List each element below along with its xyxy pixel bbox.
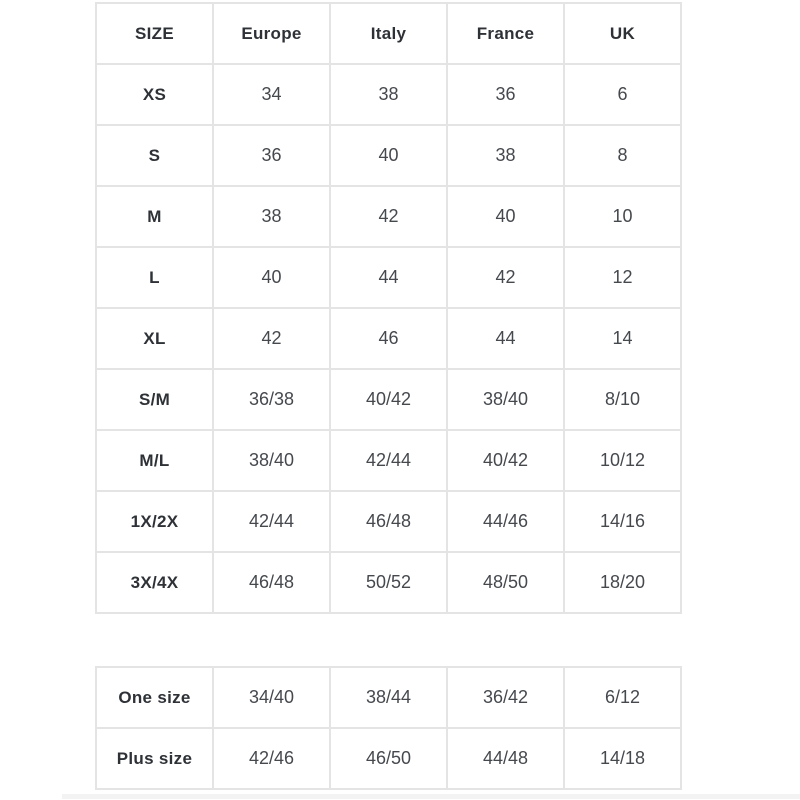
value-cell-uk: 18/20 [564, 552, 681, 613]
header-cell-italy: Italy [330, 3, 447, 64]
value-cell-italy: 38/44 [330, 667, 447, 728]
value-cell-uk: 14/16 [564, 491, 681, 552]
value-cell-france: 38/40 [447, 369, 564, 430]
size-conversion-table [95, 2, 682, 614]
table-row [96, 247, 681, 308]
value-cell-italy: 40/42 [330, 369, 447, 430]
size-label-cell: Plus size [96, 728, 213, 789]
size-label-cell: S [96, 125, 213, 186]
header-cell-france: France [447, 3, 564, 64]
size-label-cell: M [96, 186, 213, 247]
value-cell-europe: 40 [213, 247, 330, 308]
value-cell-france: 44/48 [447, 728, 564, 789]
table-row [96, 667, 681, 728]
value-cell-europe: 38/40 [213, 430, 330, 491]
value-cell-europe: 36 [213, 125, 330, 186]
value-cell-france: 42 [447, 247, 564, 308]
value-cell-italy: 44 [330, 247, 447, 308]
size-label-cell: 1X/2X [96, 491, 213, 552]
table-row [96, 369, 681, 430]
special-sizes-table [95, 666, 682, 790]
value-cell-europe: 46/48 [213, 552, 330, 613]
value-cell-europe: 34/40 [213, 667, 330, 728]
value-cell-uk: 6 [564, 64, 681, 125]
value-cell-italy: 42 [330, 186, 447, 247]
table-row [96, 64, 681, 125]
value-cell-italy: 46/50 [330, 728, 447, 789]
value-cell-france: 36 [447, 64, 564, 125]
size-label-cell: L [96, 247, 213, 308]
table-row [96, 125, 681, 186]
value-cell-italy: 38 [330, 64, 447, 125]
value-cell-france: 36/42 [447, 667, 564, 728]
value-cell-france: 44 [447, 308, 564, 369]
value-cell-italy: 40 [330, 125, 447, 186]
header-cell-europe: Europe [213, 3, 330, 64]
size-label-cell: 3X/4X [96, 552, 213, 613]
value-cell-france: 44/46 [447, 491, 564, 552]
size-label-cell: One size [96, 667, 213, 728]
value-cell-uk: 14 [564, 308, 681, 369]
value-cell-uk: 10/12 [564, 430, 681, 491]
header-cell-size: SIZE [96, 3, 213, 64]
size-label-cell: XS [96, 64, 213, 125]
value-cell-uk: 10 [564, 186, 681, 247]
size-label-cell: S/M [96, 369, 213, 430]
table-row [96, 552, 681, 613]
value-cell-france: 38 [447, 125, 564, 186]
bottom-divider [62, 794, 800, 799]
value-cell-italy: 42/44 [330, 430, 447, 491]
value-cell-france: 48/50 [447, 552, 564, 613]
header-cell-uk: UK [564, 3, 681, 64]
value-cell-europe: 42/44 [213, 491, 330, 552]
table-row [96, 308, 681, 369]
value-cell-uk: 12 [564, 247, 681, 308]
table-row [96, 491, 681, 552]
value-cell-italy: 50/52 [330, 552, 447, 613]
value-cell-europe: 38 [213, 186, 330, 247]
table-row [96, 728, 681, 789]
table-row [96, 430, 681, 491]
value-cell-europe: 34 [213, 64, 330, 125]
value-cell-uk: 14/18 [564, 728, 681, 789]
value-cell-uk: 8/10 [564, 369, 681, 430]
value-cell-europe: 42/46 [213, 728, 330, 789]
value-cell-europe: 36/38 [213, 369, 330, 430]
value-cell-france: 40/42 [447, 430, 564, 491]
table-header-row [96, 3, 681, 64]
value-cell-italy: 46/48 [330, 491, 447, 552]
value-cell-uk: 8 [564, 125, 681, 186]
size-label-cell: M/L [96, 430, 213, 491]
value-cell-italy: 46 [330, 308, 447, 369]
value-cell-uk: 6/12 [564, 667, 681, 728]
value-cell-france: 40 [447, 186, 564, 247]
table-row [96, 186, 681, 247]
size-label-cell: XL [96, 308, 213, 369]
value-cell-europe: 42 [213, 308, 330, 369]
